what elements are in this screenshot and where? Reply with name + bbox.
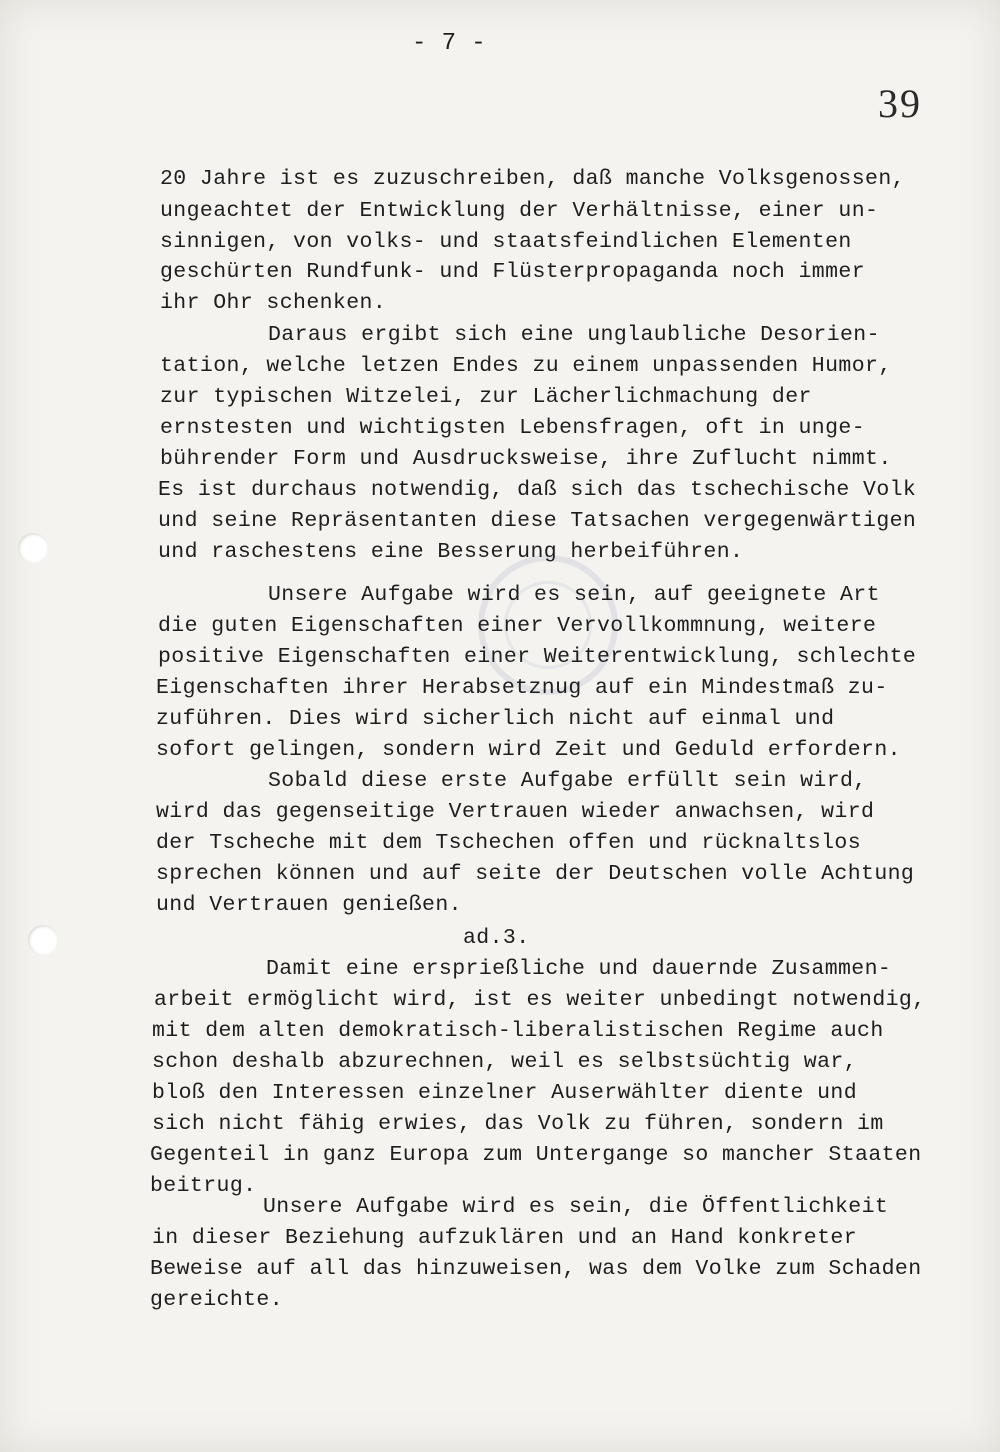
text-line: geschürten Rundfunk- und Flüsterpropaganda noch immer [160, 260, 866, 284]
text-line: zur typischen Witzelei, zur Lächerlichmachung der [160, 385, 812, 409]
text-line: und Vertrauen genießen. [156, 893, 462, 917]
text-line: Daraus ergibt sich eine unglaubliche Desorien- [268, 323, 880, 347]
text-line: Beweise auf all das hinzuweisen, was dem Volke zum Schaden [150, 1257, 922, 1281]
punch-hole [18, 533, 48, 563]
text-line: arbeit ermöglicht wird, ist es weiter unbedingt notwendig, [154, 988, 926, 1012]
page-number: - 7 - [412, 30, 487, 57]
text-line: Sobald diese erste Aufgabe erfüllt sein wird, [268, 769, 867, 793]
text-line: ad.3. [463, 926, 530, 950]
text-line: gereichte. [150, 1288, 284, 1312]
text-line: 20 Jahre ist es zuzuschreiben, daß manche Volksgenossen, [160, 167, 905, 191]
text-line: Damit eine ersprießliche und dauernde Zusammen- [266, 957, 892, 981]
text-line: bührender Form und Ausdrucksweise, ihre Zuflucht nimmt. [160, 447, 892, 471]
text-line: sprechen können und auf seite der Deutschen volle Achtung [156, 862, 915, 886]
text-line: ungeachtet der Entwicklung der Verhältnisse, einer un- [160, 199, 879, 223]
text-line: die guten Eigenschaften einer Vervollkommnung, weitere [158, 614, 877, 638]
text-line: beitrug. [150, 1174, 257, 1198]
text-line: ernstesten und wichtigsten Lebensfragen, oft in unge- [160, 416, 866, 440]
text-line: Gegenteil in ganz Europa zum Untergange so mancher Staaten [150, 1143, 922, 1167]
text-line: in dieser Beziehung aufzuklären und an Hand konkreter [152, 1226, 858, 1250]
text-line: und seine Repräsentanten diese Tatsachen vergegenwärtigen [158, 509, 917, 533]
text-line: wird das gegenseitige Vertrauen wieder anwachsen, wird [156, 800, 875, 824]
folio-number: 39 [878, 81, 922, 126]
text-line: sinnigen, von volks- und staatsfeindlichen Elementen [160, 230, 852, 254]
text-line: der Tscheche mit dem Tschechen offen und rücknaltslos [156, 831, 862, 855]
text-line: positive Eigenschaften einer Weiterentwicklung, schlechte [158, 645, 917, 669]
text-line: bloß den Interessen einzelner Auserwählter diente und [152, 1081, 858, 1105]
text-line: Eigenschaften ihrer Herabsetznug auf ein Mindestmaß zu- [156, 676, 888, 700]
text-line: Unsere Aufgabe wird es sein, auf geeignete Art [268, 583, 880, 607]
text-line: mit dem alten demokratisch-liberalistischen Regime auch [152, 1019, 884, 1043]
text-line: Unsere Aufgabe wird es sein, die Öffentlichkeit [263, 1195, 889, 1219]
text-line: und raschestens eine Besserung herbeiführen. [158, 540, 744, 564]
text-line: tation, welche letzen Endes zu einem unpassenden Humor, [160, 354, 892, 378]
text-line: zuführen. Dies wird sicherlich nicht auf einmal und [156, 707, 835, 731]
text-line: schon deshalb abzurechnen, weil es selbstsüchtig war, [152, 1050, 858, 1074]
text-line: ihr Ohr schenken. [160, 291, 387, 315]
text-line: sich nicht fähig erwies, das Volk zu führen, sondern im [152, 1112, 884, 1136]
text-line: sofort gelingen, sondern wird Zeit und Geduld erfordern. [156, 738, 901, 762]
punch-hole [28, 925, 58, 955]
text-line: Es ist durchaus notwendig, daß sich das tschechische Volk [158, 478, 917, 502]
